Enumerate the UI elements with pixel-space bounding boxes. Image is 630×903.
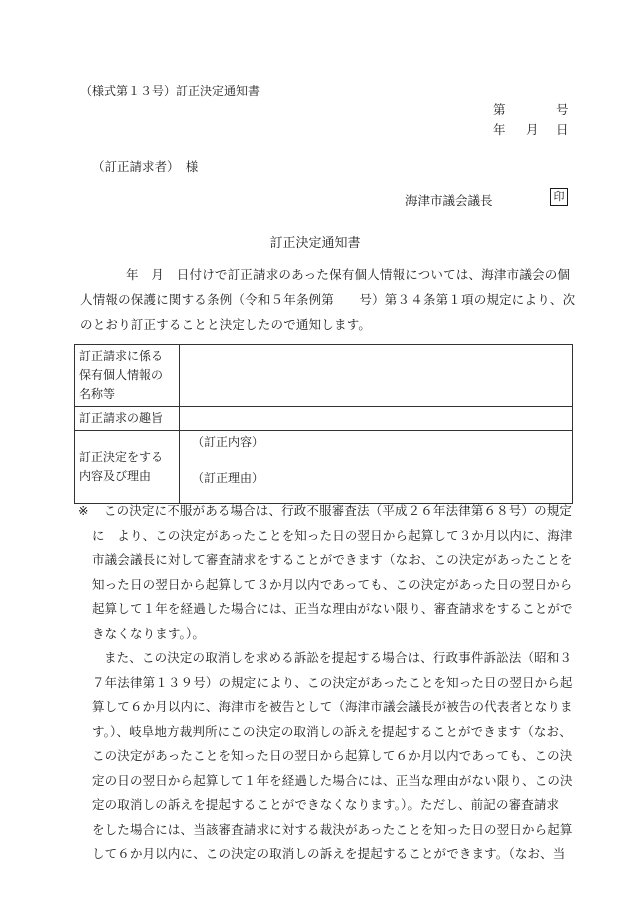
document-number-suffix: 号: [556, 102, 569, 117]
note-line: きなくなります。）。: [92, 625, 206, 641]
form-number: （様式第１３号）訂正決定通知書: [80, 84, 261, 98]
recipient-line: （訂正請求者） 様: [92, 159, 199, 174]
note-line: す。）、岐阜地方裁判所にこの決定の取消しの訴えを提起することができます（なお、: [92, 723, 572, 739]
document-number-label: 第: [493, 102, 506, 117]
note-line: して６か月以内に、この決定の取消しの訴えを提起することができます。（なお、当: [92, 846, 566, 861]
request-purpose-value: [180, 407, 573, 431]
document-title: 訂正決定通知書: [269, 236, 361, 251]
note-line: この決定に不服がある場合は、行政不服審査法（平成２６年法律第６８号）の規定: [104, 503, 573, 518]
note-line: この決定があったことを知った日の翌日から起算して６か月以内であっても、この決: [92, 748, 573, 763]
intro-line: 年 月 日付けで訂正請求のあった保有個人情報については、海津市議会の個: [126, 267, 571, 282]
appeal-notes: [80, 499, 575, 867]
table-row: [75, 407, 573, 431]
intro-line: 人情報の保護に関する条例（令和５年条例第 号）第３４条第１項の規定により、次: [80, 292, 576, 307]
note-line: 知った日の翌日から起算して３か月以内であっても、この決定があった日の翌日から: [92, 576, 573, 592]
correction-reason-label: （訂正理由）: [192, 471, 265, 485]
personal-info-name-value: [180, 345, 573, 407]
date-month-label: 月: [526, 122, 539, 137]
note-line: ７年法律第１３９号）の規定により、この決定があったことを知った日の翌日から起: [92, 674, 573, 690]
request-purpose-label: 訂正請求の趣旨: [75, 407, 180, 431]
seal-mark: 印: [550, 188, 568, 206]
note-line: 算して６か月以内に、海津市を被告として（海津市議会議長が被告の代表者となりま: [92, 699, 573, 714]
intro-paragraph: [80, 262, 576, 337]
correction-content-label: （訂正内容）: [192, 435, 265, 449]
decision-content-value: [180, 431, 573, 504]
issuer-name: 海津市議会議長: [405, 193, 493, 208]
note-line: 市議会議長に対して審査請求をすることができます（なお、この決定があったことを: [92, 552, 573, 567]
note-line: に より、この決定があったことを知った日の翌日から起算して３か月以内に、海津: [92, 527, 573, 543]
date-year-label: 年: [493, 122, 506, 137]
note-line: 定の日の翌日から起算して１年を経過した場合には、正当な理由がない限り、この決: [92, 772, 573, 788]
date-day-label: 日: [556, 122, 569, 137]
table-row: [75, 345, 573, 407]
decision-table: [74, 344, 573, 504]
note-line: 定の取消しの訴えを提起することができなくなります。）。ただし、前記の審査請求: [92, 797, 560, 812]
note-line: をした場合には、当該審査請求に対する裁決があったことを知った日の翌日から起算: [92, 821, 573, 837]
decision-content-label: 訂正決定をする 内容及び理由: [75, 431, 180, 504]
intro-line: のとおり訂正することと決定したので通知します。: [80, 317, 372, 332]
note-line: 起算して１年を経過した場合には、正当な理由がない限り、審査請求をすることがで: [92, 601, 573, 616]
note-line: また、この決定の取消しを求める訴訟を提起する場合は、行政事件訴訟法（昭和３: [104, 650, 573, 665]
personal-info-name-label: 訂正請求に係る 保有個人情報の 名称等: [75, 345, 180, 407]
table-row: [75, 431, 573, 504]
note-mark: ※: [78, 503, 89, 518]
